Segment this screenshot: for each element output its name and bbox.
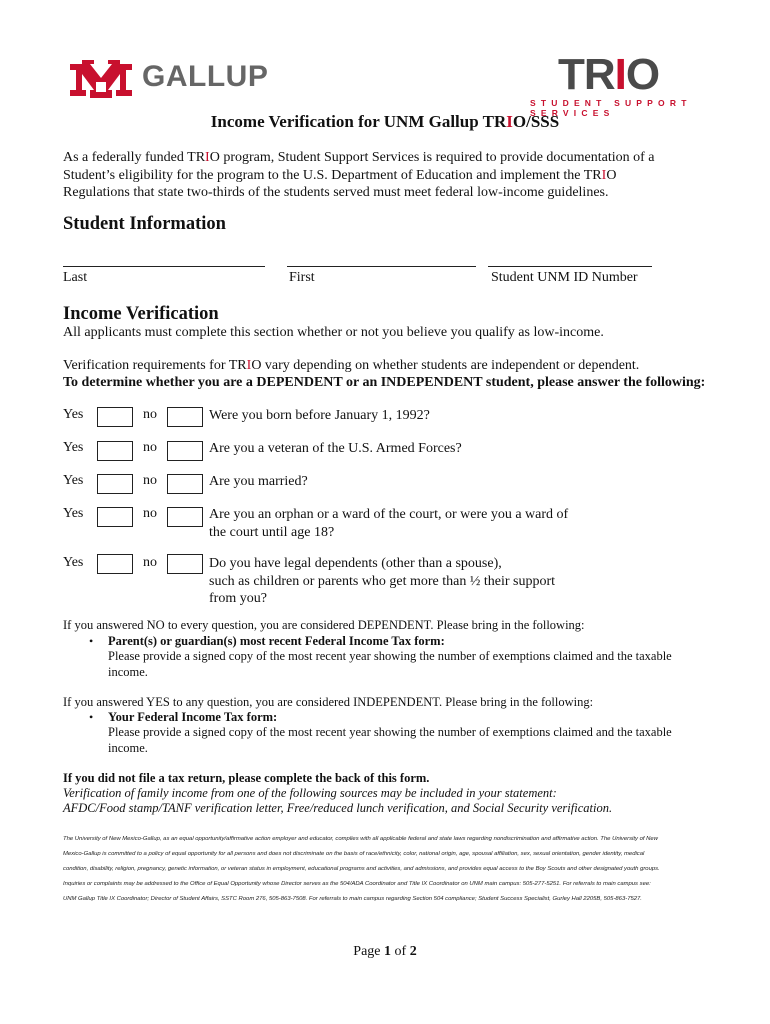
page-number (0, 944, 770, 960)
page-mid: of (391, 944, 410, 959)
student-id-field[interactable] (488, 266, 652, 267)
trio-logo-o: O (625, 50, 660, 99)
student-info-heading: Student Information (63, 214, 226, 234)
q1-yes-checkbox[interactable] (97, 407, 133, 427)
q4-no-checkbox[interactable] (167, 507, 203, 527)
intro-line-1-red: I (205, 150, 210, 165)
unm-logo (68, 56, 134, 102)
notice-line-5: UNM Gallup Title IX Coordinator; Director of Student Affairs, SSTC Room 276, 505-863-7508. For referrals to main campus regarding Section 504 compliance; Student Success Specialist, Gurley Hall 2205B, 505-863-7527. (63, 896, 642, 902)
req-a: Verification requirements for TR (63, 358, 247, 373)
first-name-field[interactable] (287, 266, 476, 267)
dependent-intro: If you answered NO to every question, you are considered DEPENDENT. Please bring in the following: (63, 618, 585, 632)
q1-no-label: no (143, 407, 157, 422)
page-current: 1 (384, 944, 392, 959)
independent-intro: If you answered YES to any question, you are considered INDEPENDENT. Please bring in the following: (63, 695, 594, 709)
independent-bullet: • (89, 710, 94, 724)
last-name-field[interactable] (63, 266, 265, 267)
q2-no-label: no (143, 440, 157, 455)
q3-yes-checkbox[interactable] (97, 474, 133, 494)
q4-no-label: no (143, 506, 157, 521)
q5-no-checkbox[interactable] (167, 554, 203, 574)
q4-yes-label: Yes (63, 506, 84, 521)
dependent-body-1: Please provide a signed copy of the most recent year showing the number of exemptions claimed and the taxable (108, 649, 672, 663)
last-name-label: Last (63, 270, 88, 285)
trio-subtitle: STUDENT SUPPORT SERVICES (530, 98, 692, 118)
verification-requirements (63, 357, 713, 375)
income-verification-heading: Income Verification (63, 304, 219, 324)
q3-no-label: no (143, 473, 157, 488)
q5-yes-checkbox[interactable] (97, 554, 133, 574)
gallup-wordmark: GALLUP (142, 60, 269, 93)
trio-logo-t: T (558, 50, 584, 99)
first-name-label: First (289, 270, 315, 285)
q5-line-3: from you? (209, 591, 267, 606)
trio-logo-i: I (614, 50, 626, 99)
req-b: O vary depending on whether students are independent or dependent. (251, 358, 640, 373)
page-pre: Page (353, 944, 385, 959)
q5-line-1: Do you have legal dependents (other than a spouse), (209, 556, 502, 571)
req-red: I (246, 358, 252, 373)
q2-no-checkbox[interactable] (167, 441, 203, 461)
q1-text: Were you born before January 1, 1992? (209, 408, 430, 423)
q1-no-checkbox[interactable] (167, 407, 203, 427)
verification-sources-list: AFDC/Food stamp/TANF verification letter, Free/reduced lunch verification, and Social Security verification. (63, 801, 613, 815)
q4-yes-checkbox[interactable] (97, 507, 133, 527)
trio-logo (558, 52, 659, 98)
intro-line-1b: O program, Student Support Services is required to provide documentation of a (209, 150, 655, 165)
independent-heading: Your Federal Income Tax form: (108, 710, 278, 724)
student-id-label: Student UNM ID Number (491, 270, 638, 285)
no-return-instruction: If you did not file a tax return, please complete the back of this form. (63, 771, 430, 785)
dependent-body-2: income. (108, 664, 148, 679)
q1-yes-label: Yes (63, 407, 84, 422)
q2-yes-checkbox[interactable] (97, 441, 133, 461)
dependent-heading: Parent(s) or guardian(s) most recent Federal Income Tax form: (108, 634, 445, 648)
q2-yes-label: Yes (63, 440, 84, 455)
notice-line-4: Inquiries or complaints may be addressed to the Office of Equal Opportunity whose Director serves as the 504/ADA Coordinator and Title IX Coordinator on UNM main campus: 505-277-5251. For referrals to main campus see: (63, 881, 651, 887)
intro-line-2-red: I (601, 167, 607, 183)
intro-line-2b: O (606, 167, 617, 183)
notice-line-2: Mexico-Gallup is committed to a policy of equal opportunity for all persons and does not discriminate on the basis of race/ethnicity, color, national origin, age, spousal affiliation, sex, sexual orientation, gender identity, medical (63, 851, 645, 857)
q3-text: Are you married? (209, 474, 308, 489)
q5-yes-label: Yes (63, 555, 84, 570)
intro-line-2 (63, 167, 713, 185)
title-pre: Income Verification for UNM Gallup TR (210, 112, 507, 131)
q4-line-2: the court until age 18? (209, 524, 335, 540)
independent-body (108, 725, 708, 756)
q4-text (209, 506, 629, 541)
independent-body-1: Please provide a signed copy of the most recent year showing the number of exemptions claimed and the taxable (108, 725, 672, 739)
independent-body-2: income. (108, 740, 148, 755)
notice-line-3: condition, disability, religion, pregnancy, genetic information, or veteran status in employment, educational programs and activities, and admissions, and provides equal access to the Boy Scouts and other designated youth groups. (63, 866, 660, 872)
q2-text: Are you a veteran of the U.S. Armed Forces? (209, 441, 462, 456)
determine-instruction: To determine whether you are a DEPENDENT or an INDEPENDENT student, please answer the following: (63, 375, 706, 390)
intro-line-2a: Student’s eligibility for the program to the U.S. Department of Education and implement the TR (63, 167, 602, 183)
q5-text (209, 555, 629, 608)
intro-line-3: Regulations that state two-thirds of the students served must meet federal low-income guidelines. (63, 185, 609, 200)
q5-no-label: no (143, 555, 157, 570)
intro-line-1 (63, 149, 713, 167)
trio-logo-r: R (583, 50, 615, 99)
q3-no-checkbox[interactable] (167, 474, 203, 494)
notice-line-1: The University of New Mexico-Gallup, as an equal opportunity/affirmative action employer and educator, complies with all applicable federal and state laws regarding nondiscrimination and affirmative action. The University of New (63, 836, 658, 842)
dependent-bullet: • (89, 634, 94, 648)
verification-sources-note: Verification of family income from one of the following sources may be included in your statement: (63, 786, 557, 800)
title-post: O/SSS (512, 112, 560, 131)
page-total: 2 (409, 944, 417, 959)
q4-line-1: Are you an orphan or a ward of the court, or were you a ward of (209, 507, 569, 522)
income-note: All applicants must complete this section whether or not you believe you qualify as low-income. (63, 325, 604, 340)
q5-line-2: such as children or parents who get more than ½ their support (209, 573, 556, 589)
page-title (0, 112, 770, 132)
dependent-body (108, 649, 708, 680)
intro-line-1a: As a federally funded TR (63, 150, 206, 165)
q3-yes-label: Yes (63, 473, 84, 488)
title-red: I (506, 112, 513, 131)
equal-opportunity-notice (63, 832, 715, 907)
intro-paragraph (63, 149, 713, 202)
